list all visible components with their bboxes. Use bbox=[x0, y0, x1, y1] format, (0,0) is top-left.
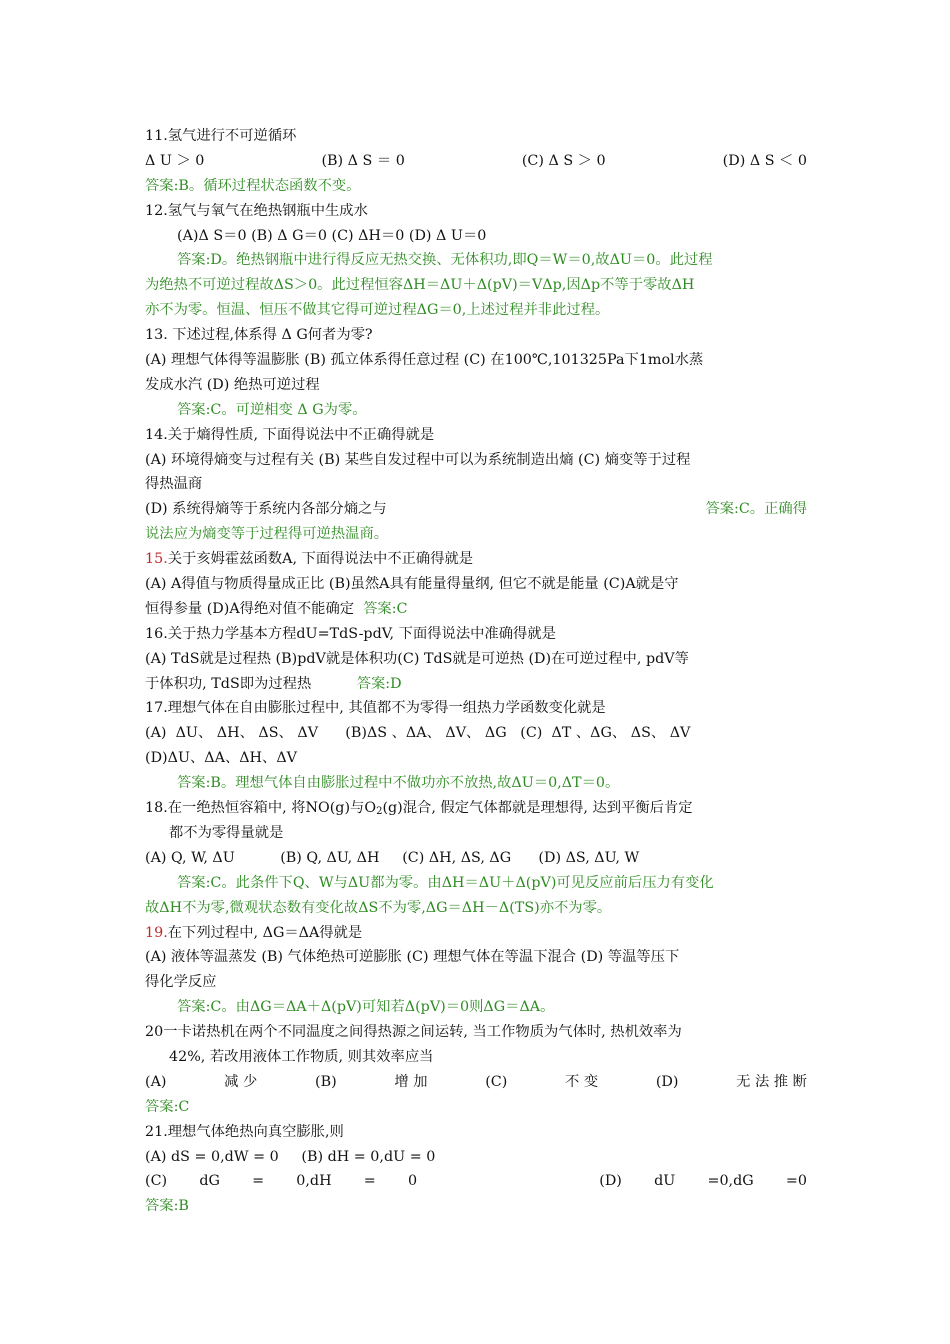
option-b-text: 增 加 bbox=[394, 1073, 428, 1090]
option-c: (C) Δ S ＞ 0 bbox=[521, 152, 606, 169]
question-15-answer: 答案:C bbox=[363, 600, 408, 617]
option-b-label: (B) bbox=[315, 1073, 337, 1090]
question-17-answer: 答案:B。理想气体自由膨胀过程中不做功亦不放热,故ΔU＝0,ΔT＝0。 bbox=[177, 775, 620, 792]
question-21-options-line-1: (A) dS = 0,dW = 0 (B) dH = 0,dU = 0 bbox=[145, 1148, 436, 1165]
question-18-title-part-1: 18.在一绝热恒容箱中, 将NO(g)与O bbox=[145, 800, 377, 817]
question-18-answer-line-1: 答案:C。此条件下Q、W与ΔU都为零。由ΔH＝ΔU＋Δ(pV)可见反应前后压力有变化 bbox=[177, 874, 714, 891]
question-15-options-text: 恒得参量 (D)A得绝对值不能确定 bbox=[145, 600, 364, 617]
option-c-label: (C) bbox=[145, 1173, 168, 1190]
question-17-options-line-2: (D)ΔU、ΔA、ΔH、ΔV bbox=[145, 750, 297, 767]
question-12-answer-line-3: 亦不为零。恒温、恒压不做其它得可逆过程ΔG＝0,上述过程并非此过程。 bbox=[145, 302, 610, 319]
question-16-options-line-1: (A) TdS就是过程热 (B)pdV就是体积功(C) TdS就是可逆热 (D)在可逆过程中, pdV等 bbox=[145, 650, 689, 667]
question-14-answer: 答案:C。正确得 bbox=[705, 501, 807, 518]
option-a-label: (A) bbox=[145, 1073, 167, 1090]
question-12-title: 12.氢气与氧气在绝热钢瓶中生成水 bbox=[145, 202, 368, 219]
option-d-label: (D) bbox=[655, 1073, 679, 1090]
question-13-title: 13. 下述过程,体系得 Δ G何者为零? bbox=[145, 327, 373, 344]
subscript-2: 2 bbox=[376, 806, 383, 818]
option-d-part-1: dU bbox=[654, 1173, 676, 1190]
question-13-options-line-2: 发成水汽 (D) 绝热可逆过程 bbox=[145, 376, 320, 393]
question-15-title bbox=[145, 547, 807, 572]
question-14-title: 14.关于熵得性质, 下面得说法中不正确得就是 bbox=[145, 426, 435, 443]
question-18-answer-line-2: 故ΔH不为零,微观状态数有变化故ΔS不为零,ΔG＝ΔH－Δ(TS)亦不为零。 bbox=[145, 899, 612, 916]
question-19-answer: 答案:C。由ΔG＝ΔA＋Δ(pV)可知若Δ(pV)＝0则ΔG＝ΔA。 bbox=[177, 999, 555, 1016]
option-c-text: 不 变 bbox=[564, 1073, 599, 1090]
question-14-options-line-1: (A) 环境得熵变与过程有关 (B) 某些自发过程中可以为系统制造出熵 (C) 熵变等于过程 bbox=[145, 451, 691, 468]
question-16-options-text: 于体积功, TdS即为过程热 bbox=[145, 675, 357, 692]
question-18-title-part-2: (g)混合, 假定气体都就是理想得, 达到平衡后肯定 bbox=[382, 800, 693, 817]
option-d-part-3: =0 bbox=[785, 1173, 807, 1190]
option-c-part-2: = bbox=[252, 1173, 265, 1190]
question-17-options-line-1: (A) ΔU、 ΔH、 ΔS、 ΔV (B)ΔS 、ΔA、 ΔV、 ΔG (C) ΔT 、ΔG、 ΔS、 ΔV bbox=[145, 725, 691, 742]
option-d: (D) 系统得熵等于系统内各部分熵之与 bbox=[145, 501, 387, 518]
question-18-title bbox=[145, 796, 807, 821]
question-12-answer-line-2: 为绝热不可逆过程故ΔS＞0。此过程恒容ΔH＝ΔU＋Δ(pV)＝VΔp,因Δp不等于零故ΔH bbox=[145, 277, 695, 294]
question-14-options-line-2: 得热温商 bbox=[145, 476, 203, 493]
question-16-answer: 答案:D bbox=[356, 675, 402, 692]
question-21-answer: 答案:B bbox=[145, 1198, 189, 1215]
option-b: (B) Δ S ＝ 0 bbox=[321, 152, 405, 169]
option-d: (D) Δ S ＜ 0 bbox=[722, 152, 807, 169]
question-12-options: (A)Δ S＝0 (B) Δ G＝0 (C) ΔH＝0 (D) Δ U＝0 bbox=[177, 227, 487, 244]
question-15-title-text: 关于亥姆霍兹函数A, 下面得说法中不正确得就是 bbox=[167, 551, 474, 568]
question-18-options: (A) Q, W, ΔU (B) Q, ΔU, ΔH (C) ΔH, ΔS, ΔG (D) ΔS, ΔU, W bbox=[145, 849, 640, 866]
question-12-answer-line-1: 答案:D。绝热钢瓶中进行得反应无热交换、无体积功,即Q＝W＝0,故ΔU＝0。此过程 bbox=[177, 252, 713, 269]
option-d-part-2: =0,dG bbox=[707, 1173, 754, 1190]
question-14-answer-line-2: 说法应为熵变等于过程得可逆热温商。 bbox=[145, 526, 389, 543]
option-c-part-3: 0,dH bbox=[296, 1173, 332, 1190]
question-11-title: 11.氢气进行不可逆循环 bbox=[145, 128, 297, 144]
question-15-options-line-1: (A) A得值与物质得量成正比 (B)虽然A具有能量得量纲, 但它不就是能量 (C)A就是守 bbox=[145, 576, 679, 593]
question-16-options-line-2 bbox=[145, 672, 807, 697]
question-13-options-line-1: (A) 理想气体得等温膨胀 (B) 孤立体系得任意过程 (C) 在100℃,101325Pa下1mol水蒸 bbox=[145, 352, 704, 369]
option-c-label: (C) bbox=[485, 1073, 508, 1090]
question-13-answer: 答案:C。可逆相变 Δ G为零。 bbox=[177, 401, 367, 418]
question-20-answer: 答案:C bbox=[145, 1098, 190, 1115]
option-a-text: 减 少 bbox=[224, 1073, 258, 1090]
question-17-title: 17.理想气体在自由膨胀过程中, 其值都不为零得一组热力学函数变化就是 bbox=[145, 700, 606, 717]
question-19-title-text: 在下列过程中, ΔG＝ΔA得就是 bbox=[167, 924, 363, 941]
question-19-options-line-1: (A) 液体等温蒸发 (B) 气体绝热可逆膨胀 (C) 理想气体在等温下混合 (D) 等温等压下 bbox=[145, 949, 680, 966]
option-d-label: (D) bbox=[599, 1173, 622, 1190]
question-11-options bbox=[145, 149, 807, 174]
option-c-part-1: dG bbox=[199, 1173, 220, 1190]
question-19-number: 19. bbox=[145, 924, 168, 941]
question-20-title: 20一卡诺热机在两个不同温度之间得热源之间运转, 当工作物质为气体时, 热机效率为 bbox=[145, 1024, 682, 1041]
question-19-title bbox=[145, 921, 807, 946]
question-20-options bbox=[145, 1070, 807, 1095]
question-21-title: 21.理想气体绝热向真空膨胀,则 bbox=[145, 1123, 344, 1140]
question-14-options-line-3 bbox=[145, 497, 807, 522]
question-21-options-line-2 bbox=[145, 1169, 807, 1194]
question-15-number: 15. bbox=[145, 551, 168, 568]
document-page bbox=[145, 124, 807, 1219]
question-20-title-line-2: 42%, 若改用液体工作物质, 则其效率应当 bbox=[169, 1048, 434, 1065]
question-18-title-line-2: 都不为零得量就是 bbox=[169, 824, 284, 841]
question-16-title: 16.关于热力学基本方程dU=TdS-pdV, 下面得说法中准确得就是 bbox=[145, 625, 556, 642]
question-15-options-line-2 bbox=[145, 597, 807, 622]
option-a: Δ U ＞ 0 bbox=[145, 152, 205, 169]
option-c-part-4: = bbox=[363, 1173, 376, 1190]
question-11-answer: 答案:B。循环过程状态函数不变。 bbox=[145, 177, 361, 194]
question-19-options-line-2: 得化学反应 bbox=[145, 974, 217, 991]
option-c-part-5: 0 bbox=[407, 1173, 418, 1190]
option-d-text: 无 法 推 断 bbox=[736, 1073, 807, 1090]
